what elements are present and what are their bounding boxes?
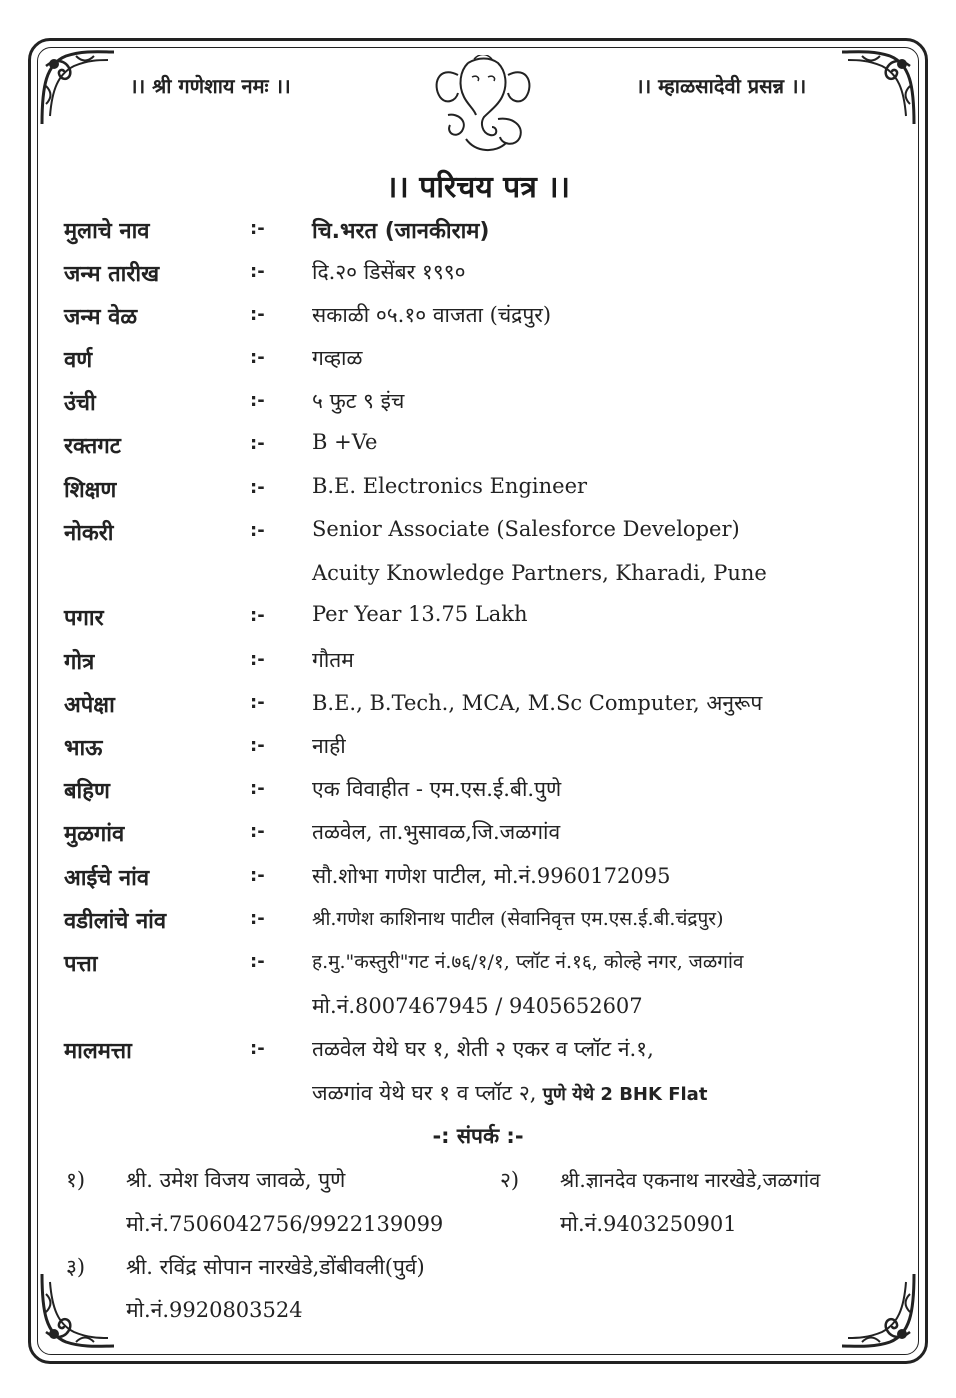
field-row-job xyxy=(0,517,956,601)
field-value: नाही xyxy=(312,734,346,758)
property-line2-bold: पुणे येथे 2 BHK Flat xyxy=(536,1084,708,1105)
property-line2-text: जळगांव येथे घर १ व प्लॉट २, xyxy=(312,1081,537,1105)
field-label: रक्तगट xyxy=(64,434,121,459)
field-separator: :- xyxy=(250,735,265,756)
field-label: शिक्षण xyxy=(64,478,117,503)
field-row-height xyxy=(0,387,956,427)
field-label: आईचे नांव xyxy=(64,866,150,891)
field-separator: :- xyxy=(250,649,265,670)
field-separator: :- xyxy=(250,433,265,454)
contact-number: २) xyxy=(500,1168,520,1192)
field-value: B.E. Electronics Engineer xyxy=(312,474,588,498)
field-value: तळवेल, ता.भुसावळ,जि.जळगांव xyxy=(312,820,561,844)
header-right-invocation: ।। म्हाळसादेवी प्रसन्न ।। xyxy=(636,74,807,98)
field-row-birth-time xyxy=(0,301,956,341)
field-label: मुळगांव xyxy=(64,822,125,847)
contact-heading: -: संपर्क :- xyxy=(432,1124,524,1148)
field-separator: :- xyxy=(250,908,265,929)
header-left-invocation: ।। श्री गणेशाय नमः ।। xyxy=(130,74,291,98)
page-title: ।। परिचय पत्र ।। xyxy=(386,170,570,205)
contact-name: श्री.ज्ञानदेव एकनाथ नारखेडे,जळगांव xyxy=(560,1168,821,1192)
corner-ornament-icon xyxy=(36,46,120,130)
contact-name: श्री. रविंद्र सोपान नारखेडे,डोंबीवली(पुर्व) xyxy=(126,1255,425,1279)
field-row-brother xyxy=(0,732,956,772)
corner-ornament-icon xyxy=(836,46,920,130)
field-separator: :- xyxy=(250,218,265,239)
field-value: ह.मु."कस्तुरी"गट नं.७६/१/१, प्लॉट नं.१६, कोल्हे नगर, जळगांव xyxy=(312,951,744,973)
contact-number: १) xyxy=(66,1168,86,1192)
ganesha-icon xyxy=(428,55,538,157)
contact-phone: मो.नं.9920803524 xyxy=(126,1298,303,1322)
field-value: चि.भरत (जानकीराम) xyxy=(312,219,490,244)
field-row-birth-date xyxy=(0,258,956,298)
field-value: सकाळी ०५.१० वाजता (चंद्रपुर) xyxy=(312,303,552,327)
field-separator: :- xyxy=(250,261,265,282)
field-value: Senior Associate (Salesforce Developer) xyxy=(312,517,740,541)
field-row-expectation xyxy=(0,689,956,729)
field-row-education xyxy=(0,474,956,514)
field-label: उंची xyxy=(64,391,96,416)
field-label: पगार xyxy=(64,606,104,631)
field-row-native-place xyxy=(0,818,956,858)
contact-phone: मो.नं.7506042756/9922139099 xyxy=(126,1212,444,1236)
field-value: श्री.गणेश काशिनाथ पाटील (सेवानिवृत्त एम.एस.ई.बी.चंद्रपुर) xyxy=(312,908,724,930)
field-label: वर्ण xyxy=(64,348,93,373)
field-label: मालमत्ता xyxy=(64,1039,132,1064)
field-label: जन्म वेळ xyxy=(64,305,138,330)
field-row-complexion xyxy=(0,344,956,384)
field-value: ५ फुट ९ इंच xyxy=(312,389,405,413)
field-separator: :- xyxy=(250,865,265,886)
contact-number: ३) xyxy=(66,1255,86,1279)
field-value: Per Year 13.75 Lakh xyxy=(312,602,528,626)
field-row-salary xyxy=(0,602,956,642)
field-row-mother-name xyxy=(0,862,956,902)
field-row-father-name xyxy=(0,905,956,945)
field-row-gotra xyxy=(0,646,956,686)
field-value: एक विवाहीत - एम.एस.ई.बी.पुणे xyxy=(312,777,562,801)
field-row-sister xyxy=(0,775,956,815)
field-separator: :- xyxy=(250,778,265,799)
field-label: मुलाचे नाव xyxy=(64,219,150,244)
field-label: नोकरी xyxy=(64,521,114,546)
field-value-line2: Acuity Knowledge Partners, Kharadi, Pune xyxy=(312,561,767,585)
field-value: B +Ve xyxy=(312,430,378,454)
field-separator: :- xyxy=(250,520,265,541)
field-separator: :- xyxy=(250,1038,265,1059)
field-value: गौतम xyxy=(312,648,354,672)
field-value-line2 xyxy=(312,1079,707,1107)
field-value: सौ.शोभा गणेश पाटील, मो.नं.9960172095 xyxy=(312,864,671,888)
field-separator: :- xyxy=(250,347,265,368)
corner-ornament-icon xyxy=(836,1268,920,1352)
field-value: तळवेल येथे घर १, शेती २ एकर व प्लॉट नं.१, xyxy=(312,1037,654,1061)
field-label: गोत्र xyxy=(64,650,95,675)
field-separator: :- xyxy=(250,605,265,626)
contact-name: श्री. उमेश विजय जावळे, पुणे xyxy=(126,1168,346,1192)
field-value: B.E., B.Tech., MCA, M.Sc Computer, अनुरूप xyxy=(312,691,763,715)
field-separator: :- xyxy=(250,692,265,713)
field-separator: :- xyxy=(250,390,265,411)
field-label: पत्ता xyxy=(64,952,98,977)
field-value-line2: मो.नं.8007467945 / 9405652607 xyxy=(312,994,643,1018)
field-separator: :- xyxy=(250,477,265,498)
field-label: भाऊ xyxy=(64,736,103,761)
field-row-blood-group xyxy=(0,430,956,470)
field-value: गव्हाळ xyxy=(312,346,363,370)
field-label: जन्म तारीख xyxy=(64,262,160,287)
field-separator: :- xyxy=(250,304,265,325)
field-separator: :- xyxy=(250,821,265,842)
field-value: दि.२० डिसेंबर १९९० xyxy=(312,260,466,284)
field-label: वडीलांचे नांव xyxy=(64,909,167,934)
field-row-address xyxy=(0,948,956,1032)
contact-phone: मो.नं.9403250901 xyxy=(560,1212,737,1236)
field-label: बहिण xyxy=(64,779,110,804)
field-separator: :- xyxy=(250,951,265,972)
field-label: अपेक्षा xyxy=(64,693,115,718)
field-row-property xyxy=(0,1035,956,1119)
field-row-name xyxy=(0,215,956,255)
